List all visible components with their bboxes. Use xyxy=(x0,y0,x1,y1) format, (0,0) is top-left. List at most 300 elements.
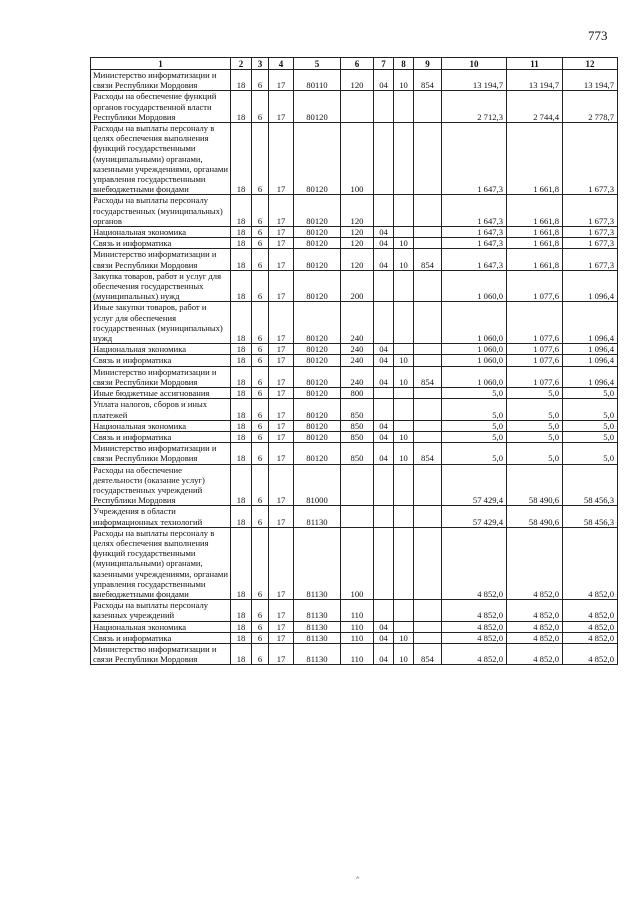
code-a-cell: 6 xyxy=(252,123,269,195)
row-name-cell: Связь и информатика xyxy=(91,238,231,249)
code-b-cell: 17 xyxy=(269,600,294,621)
section-cell xyxy=(374,302,394,344)
amount-year3-cell: 4 852,0 xyxy=(563,527,618,599)
ministry-code-cell xyxy=(414,506,442,527)
row-name-cell: Министерство информатизации и связи Республики Мордовия xyxy=(91,443,231,464)
ministry-code-cell xyxy=(414,355,442,366)
subsection-cell: 10 xyxy=(394,249,414,270)
grbs-cell: 18 xyxy=(231,431,252,442)
table-row xyxy=(91,249,618,270)
section-cell: 04 xyxy=(374,632,394,643)
amount-year2-cell: 1 661,8 xyxy=(507,238,563,249)
code-a-cell: 6 xyxy=(252,399,269,420)
amount-year3-cell: 5,0 xyxy=(563,388,618,399)
subsection-cell xyxy=(394,302,414,344)
code-a-cell: 6 xyxy=(252,238,269,249)
expense-type-cell: 850 xyxy=(341,420,374,431)
grbs-cell: 18 xyxy=(231,420,252,431)
grbs-cell: 18 xyxy=(231,344,252,355)
ministry-code-cell xyxy=(414,238,442,249)
table-row xyxy=(91,227,618,238)
ministry-code-cell xyxy=(414,344,442,355)
amount-year2-cell: 1 661,8 xyxy=(507,123,563,195)
table-row xyxy=(91,621,618,632)
amount-year2-cell: 1 661,8 xyxy=(507,249,563,270)
amount-year2-cell: 5,0 xyxy=(507,388,563,399)
grbs-cell: 18 xyxy=(231,643,252,664)
section-cell: 04 xyxy=(374,249,394,270)
ministry-code-cell xyxy=(414,632,442,643)
amount-year3-cell: 1 096,4 xyxy=(563,344,618,355)
amount-year2-cell: 1 661,8 xyxy=(507,227,563,238)
grbs-cell: 18 xyxy=(231,506,252,527)
amount-year1-cell: 5,0 xyxy=(442,388,507,399)
amount-year1-cell: 13 194,7 xyxy=(442,70,507,91)
target-article-cell: 80120 xyxy=(294,399,341,420)
target-article-cell: 81130 xyxy=(294,527,341,599)
amount-year2-cell: 1 077,6 xyxy=(507,366,563,387)
row-name-cell: Министерство информатизации и связи Республики Мордовия xyxy=(91,70,231,91)
ministry-code-cell xyxy=(414,420,442,431)
grbs-cell: 18 xyxy=(231,249,252,270)
subsection-cell: 10 xyxy=(394,355,414,366)
amount-year2-cell: 13 194,7 xyxy=(507,70,563,91)
amount-year2-cell: 58 490,6 xyxy=(507,464,563,506)
row-name-cell: Расходы на выплаты персоналу государственных (муниципальных) органов xyxy=(91,195,231,227)
table-row xyxy=(91,600,618,621)
code-a-cell: 6 xyxy=(252,302,269,344)
footer-mark: ‸ xyxy=(356,868,360,879)
ministry-code-cell xyxy=(414,600,442,621)
amount-year1-cell: 1 060,0 xyxy=(442,302,507,344)
target-article-cell: 80120 xyxy=(294,344,341,355)
expense-type-cell: 850 xyxy=(341,443,374,464)
code-a-cell: 6 xyxy=(252,643,269,664)
ministry-code-cell: 854 xyxy=(414,643,442,664)
target-article-cell: 80120 xyxy=(294,91,341,123)
amount-year3-cell: 1 677,3 xyxy=(563,249,618,270)
subsection-cell xyxy=(394,270,414,302)
section-cell xyxy=(374,464,394,506)
code-b-cell: 17 xyxy=(269,632,294,643)
target-article-cell: 80120 xyxy=(294,238,341,249)
code-a-cell: 6 xyxy=(252,195,269,227)
subsection-cell xyxy=(394,464,414,506)
amount-year2-cell: 4 852,0 xyxy=(507,527,563,599)
row-name-cell: Связь и информатика xyxy=(91,431,231,442)
code-b-cell: 17 xyxy=(269,270,294,302)
grbs-cell: 18 xyxy=(231,302,252,344)
amount-year1-cell: 4 852,0 xyxy=(442,621,507,632)
table-row xyxy=(91,70,618,91)
expense-type-cell: 120 xyxy=(341,70,374,91)
target-article-cell: 80120 xyxy=(294,443,341,464)
amount-year1-cell: 1 647,3 xyxy=(442,123,507,195)
expense-type-cell: 240 xyxy=(341,344,374,355)
table-row xyxy=(91,388,618,399)
code-b-cell: 17 xyxy=(269,366,294,387)
code-a-cell: 6 xyxy=(252,344,269,355)
expense-type-cell: 110 xyxy=(341,643,374,664)
amount-year3-cell: 58 456,3 xyxy=(563,464,618,506)
expense-type-cell: 850 xyxy=(341,431,374,442)
row-name-cell: Министерство информатизации и связи Республики Мордовия xyxy=(91,249,231,270)
table-row xyxy=(91,91,618,123)
subsection-cell xyxy=(394,91,414,123)
row-name-cell: Национальная экономика xyxy=(91,621,231,632)
section-cell xyxy=(374,388,394,399)
row-name-cell: Национальная экономика xyxy=(91,420,231,431)
amount-year3-cell: 1 677,3 xyxy=(563,227,618,238)
amount-year1-cell: 1 060,0 xyxy=(442,355,507,366)
code-a-cell: 6 xyxy=(252,443,269,464)
section-cell: 04 xyxy=(374,431,394,442)
section-cell xyxy=(374,506,394,527)
section-cell: 04 xyxy=(374,621,394,632)
budget-table xyxy=(90,57,618,665)
table-row xyxy=(91,195,618,227)
expense-type-cell: 800 xyxy=(341,388,374,399)
expense-type-cell: 200 xyxy=(341,270,374,302)
row-name-cell: Расходы на обеспечение деятельности (оказание услуг) государственных учреждений Республики Мордовия xyxy=(91,464,231,506)
row-name-cell: Расходы на выплаты персоналу в целях обеспечения выполнения функций государственными (муниципальными) органами, казенными учреждениями, органами управления государственными внебюджетными фондами xyxy=(91,123,231,195)
section-cell: 04 xyxy=(374,344,394,355)
subsection-cell xyxy=(394,600,414,621)
column-header: 7 xyxy=(374,58,394,70)
column-header: 6 xyxy=(341,58,374,70)
expense-type-cell: 100 xyxy=(341,123,374,195)
expense-type-cell: 120 xyxy=(341,238,374,249)
subsection-cell xyxy=(394,227,414,238)
grbs-cell: 18 xyxy=(231,238,252,249)
grbs-cell: 18 xyxy=(231,464,252,506)
subsection-cell: 10 xyxy=(394,431,414,442)
amount-year2-cell: 2 744,4 xyxy=(507,91,563,123)
target-article-cell: 80120 xyxy=(294,270,341,302)
code-b-cell: 17 xyxy=(269,227,294,238)
target-article-cell: 81130 xyxy=(294,643,341,664)
table-row xyxy=(91,344,618,355)
code-b-cell: 17 xyxy=(269,123,294,195)
ministry-code-cell xyxy=(414,431,442,442)
row-name-cell: Министерство информатизации и связи Республики Мордовия xyxy=(91,643,231,664)
amount-year1-cell: 1 647,3 xyxy=(442,238,507,249)
ministry-code-cell xyxy=(414,464,442,506)
column-header: 1 xyxy=(91,58,231,70)
amount-year3-cell: 1 677,3 xyxy=(563,195,618,227)
code-a-cell: 6 xyxy=(252,527,269,599)
ministry-code-cell: 854 xyxy=(414,249,442,270)
grbs-cell: 18 xyxy=(231,195,252,227)
code-b-cell: 17 xyxy=(269,91,294,123)
ministry-code-cell xyxy=(414,621,442,632)
amount-year3-cell: 5,0 xyxy=(563,420,618,431)
amount-year2-cell: 4 852,0 xyxy=(507,643,563,664)
amount-year2-cell: 5,0 xyxy=(507,399,563,420)
row-name-cell: Связь и информатика xyxy=(91,632,231,643)
code-b-cell: 17 xyxy=(269,420,294,431)
expense-type-cell: 110 xyxy=(341,600,374,621)
amount-year1-cell: 5,0 xyxy=(442,399,507,420)
section-cell: 04 xyxy=(374,227,394,238)
code-b-cell: 17 xyxy=(269,238,294,249)
row-name-cell: Министерство информатизации и связи Республики Мордовия xyxy=(91,366,231,387)
code-b-cell: 17 xyxy=(269,355,294,366)
column-header: 9 xyxy=(414,58,442,70)
code-a-cell: 6 xyxy=(252,355,269,366)
amount-year3-cell: 1 096,4 xyxy=(563,270,618,302)
grbs-cell: 18 xyxy=(231,366,252,387)
amount-year2-cell: 5,0 xyxy=(507,443,563,464)
amount-year3-cell: 5,0 xyxy=(563,431,618,442)
amount-year1-cell: 57 429,4 xyxy=(442,506,507,527)
column-header: 12 xyxy=(563,58,618,70)
amount-year2-cell: 5,0 xyxy=(507,420,563,431)
subsection-cell xyxy=(394,420,414,431)
ministry-code-cell xyxy=(414,527,442,599)
code-b-cell: 17 xyxy=(269,302,294,344)
table-row xyxy=(91,366,618,387)
subsection-cell: 10 xyxy=(394,632,414,643)
expense-type-cell: 120 xyxy=(341,249,374,270)
code-a-cell: 6 xyxy=(252,91,269,123)
code-a-cell: 6 xyxy=(252,621,269,632)
expense-type-cell: 240 xyxy=(341,302,374,344)
expense-type-cell: 240 xyxy=(341,355,374,366)
column-header: 5 xyxy=(294,58,341,70)
expense-type-cell xyxy=(341,464,374,506)
row-name-cell: Национальная экономика xyxy=(91,344,231,355)
target-article-cell: 80120 xyxy=(294,302,341,344)
amount-year1-cell: 5,0 xyxy=(442,420,507,431)
amount-year2-cell: 4 852,0 xyxy=(507,600,563,621)
target-article-cell: 81000 xyxy=(294,464,341,506)
grbs-cell: 18 xyxy=(231,123,252,195)
grbs-cell: 18 xyxy=(231,621,252,632)
section-cell: 04 xyxy=(374,355,394,366)
column-header: 10 xyxy=(442,58,507,70)
section-cell xyxy=(374,195,394,227)
expense-type-cell: 850 xyxy=(341,399,374,420)
amount-year1-cell: 4 852,0 xyxy=(442,643,507,664)
target-article-cell: 80120 xyxy=(294,227,341,238)
section-cell: 04 xyxy=(374,366,394,387)
table-row xyxy=(91,431,618,442)
amount-year2-cell: 1 077,6 xyxy=(507,302,563,344)
expense-type-cell: 120 xyxy=(341,227,374,238)
subsection-cell: 10 xyxy=(394,238,414,249)
table-row xyxy=(91,420,618,431)
code-b-cell: 17 xyxy=(269,249,294,270)
target-article-cell: 80120 xyxy=(294,431,341,442)
row-name-cell: Иные бюджетные ассигнования xyxy=(91,388,231,399)
code-a-cell: 6 xyxy=(252,464,269,506)
target-article-cell: 80120 xyxy=(294,123,341,195)
amount-year1-cell: 1 647,3 xyxy=(442,249,507,270)
amount-year3-cell: 4 852,0 xyxy=(563,600,618,621)
target-article-cell: 80120 xyxy=(294,420,341,431)
grbs-cell: 18 xyxy=(231,355,252,366)
section-cell: 04 xyxy=(374,443,394,464)
grbs-cell: 18 xyxy=(231,527,252,599)
amount-year1-cell: 1 060,0 xyxy=(442,344,507,355)
grbs-cell: 18 xyxy=(231,399,252,420)
subsection-cell xyxy=(394,123,414,195)
column-header: 3 xyxy=(252,58,269,70)
row-name-cell: Расходы на обеспечение функций органов государственной власти Республики Мордовия xyxy=(91,91,231,123)
amount-year3-cell: 4 852,0 xyxy=(563,621,618,632)
page-number: 773 xyxy=(588,28,608,43)
table-row xyxy=(91,270,618,302)
code-b-cell: 17 xyxy=(269,344,294,355)
code-b-cell: 17 xyxy=(269,431,294,442)
amount-year1-cell: 4 852,0 xyxy=(442,632,507,643)
grbs-cell: 18 xyxy=(231,91,252,123)
row-name-cell: Уплата налогов, сборов и иных платежей xyxy=(91,399,231,420)
ministry-code-cell xyxy=(414,270,442,302)
code-a-cell: 6 xyxy=(252,70,269,91)
table-row xyxy=(91,355,618,366)
section-cell: 04 xyxy=(374,643,394,664)
table-body xyxy=(91,70,618,665)
target-article-cell: 80110 xyxy=(294,70,341,91)
grbs-cell: 18 xyxy=(231,227,252,238)
ministry-code-cell: 854 xyxy=(414,443,442,464)
code-a-cell: 6 xyxy=(252,506,269,527)
code-a-cell: 6 xyxy=(252,388,269,399)
code-b-cell: 17 xyxy=(269,464,294,506)
target-article-cell: 80120 xyxy=(294,249,341,270)
subsection-cell xyxy=(394,621,414,632)
expense-type-cell: 100 xyxy=(341,527,374,599)
ministry-code-cell xyxy=(414,91,442,123)
amount-year1-cell: 2 712,3 xyxy=(442,91,507,123)
row-name-cell: Расходы на выплаты персоналу казенных учреждений xyxy=(91,600,231,621)
amount-year3-cell: 1 677,3 xyxy=(563,238,618,249)
table-row xyxy=(91,302,618,344)
code-b-cell: 17 xyxy=(269,399,294,420)
section-cell xyxy=(374,270,394,302)
amount-year3-cell: 4 852,0 xyxy=(563,632,618,643)
amount-year3-cell: 1 096,4 xyxy=(563,302,618,344)
table-row xyxy=(91,443,618,464)
code-b-cell: 17 xyxy=(269,443,294,464)
expense-type-cell: 120 xyxy=(341,195,374,227)
amount-year3-cell: 1 677,3 xyxy=(563,123,618,195)
amount-year1-cell: 4 852,0 xyxy=(442,600,507,621)
code-a-cell: 6 xyxy=(252,431,269,442)
code-a-cell: 6 xyxy=(252,600,269,621)
grbs-cell: 18 xyxy=(231,443,252,464)
row-name-cell: Закупка товаров, работ и услуг для обеспечения государственных (муниципальных) нужд xyxy=(91,270,231,302)
amount-year3-cell: 2 778,7 xyxy=(563,91,618,123)
expense-type-cell: 110 xyxy=(341,621,374,632)
target-article-cell: 81130 xyxy=(294,621,341,632)
ministry-code-cell: 854 xyxy=(414,70,442,91)
column-header: 8 xyxy=(394,58,414,70)
ministry-code-cell xyxy=(414,195,442,227)
row-name-cell: Национальная экономика xyxy=(91,227,231,238)
row-name-cell: Учреждения в области информационных технологий xyxy=(91,506,231,527)
expense-type-cell xyxy=(341,506,374,527)
code-b-cell: 17 xyxy=(269,527,294,599)
subsection-cell xyxy=(394,527,414,599)
ministry-code-cell xyxy=(414,227,442,238)
section-cell xyxy=(374,91,394,123)
row-name-cell: Иные закупки товаров, работ и услуг для обеспечения государственных (муниципальных) нужд xyxy=(91,302,231,344)
target-article-cell: 80120 xyxy=(294,195,341,227)
amount-year2-cell: 1 077,6 xyxy=(507,355,563,366)
code-a-cell: 6 xyxy=(252,366,269,387)
ministry-code-cell: 854 xyxy=(414,366,442,387)
amount-year3-cell: 5,0 xyxy=(563,443,618,464)
row-name-cell: Расходы на выплаты персоналу в целях обеспечения выполнения функций государственными (муниципальными) органами, казенными учреждениями, органами управления государственными внебюджетными фондами xyxy=(91,527,231,599)
header-row xyxy=(91,58,618,70)
subsection-cell xyxy=(394,195,414,227)
code-a-cell: 6 xyxy=(252,249,269,270)
amount-year3-cell: 13 194,7 xyxy=(563,70,618,91)
amount-year1-cell: 1 647,3 xyxy=(442,227,507,238)
code-b-cell: 17 xyxy=(269,195,294,227)
subsection-cell: 10 xyxy=(394,643,414,664)
target-article-cell: 80120 xyxy=(294,355,341,366)
amount-year1-cell: 5,0 xyxy=(442,431,507,442)
ministry-code-cell xyxy=(414,302,442,344)
amount-year2-cell: 58 490,6 xyxy=(507,506,563,527)
amount-year3-cell: 4 852,0 xyxy=(563,643,618,664)
section-cell: 04 xyxy=(374,70,394,91)
amount-year1-cell: 4 852,0 xyxy=(442,527,507,599)
amount-year1-cell: 57 429,4 xyxy=(442,464,507,506)
ministry-code-cell xyxy=(414,399,442,420)
table-row xyxy=(91,527,618,599)
grbs-cell: 18 xyxy=(231,600,252,621)
grbs-cell: 18 xyxy=(231,270,252,302)
ministry-code-cell xyxy=(414,123,442,195)
subsection-cell xyxy=(394,344,414,355)
column-header: 2 xyxy=(231,58,252,70)
code-b-cell: 17 xyxy=(269,621,294,632)
amount-year2-cell: 1 661,8 xyxy=(507,195,563,227)
amount-year2-cell: 1 077,6 xyxy=(507,344,563,355)
amount-year2-cell: 4 852,0 xyxy=(507,632,563,643)
amount-year1-cell: 1 060,0 xyxy=(442,366,507,387)
code-b-cell: 17 xyxy=(269,70,294,91)
expense-type-cell: 240 xyxy=(341,366,374,387)
table-row xyxy=(91,123,618,195)
code-b-cell: 17 xyxy=(269,388,294,399)
table-row xyxy=(91,464,618,506)
section-cell xyxy=(374,399,394,420)
section-cell xyxy=(374,123,394,195)
amount-year3-cell: 1 096,4 xyxy=(563,366,618,387)
table-row xyxy=(91,399,618,420)
code-a-cell: 6 xyxy=(252,270,269,302)
section-cell xyxy=(374,527,394,599)
grbs-cell: 18 xyxy=(231,632,252,643)
grbs-cell: 18 xyxy=(231,70,252,91)
code-a-cell: 6 xyxy=(252,227,269,238)
column-header: 4 xyxy=(269,58,294,70)
subsection-cell: 10 xyxy=(394,443,414,464)
table-row xyxy=(91,506,618,527)
ministry-code-cell xyxy=(414,388,442,399)
section-cell: 04 xyxy=(374,238,394,249)
column-header: 11 xyxy=(507,58,563,70)
amount-year2-cell: 5,0 xyxy=(507,431,563,442)
target-article-cell: 81130 xyxy=(294,506,341,527)
code-b-cell: 17 xyxy=(269,506,294,527)
